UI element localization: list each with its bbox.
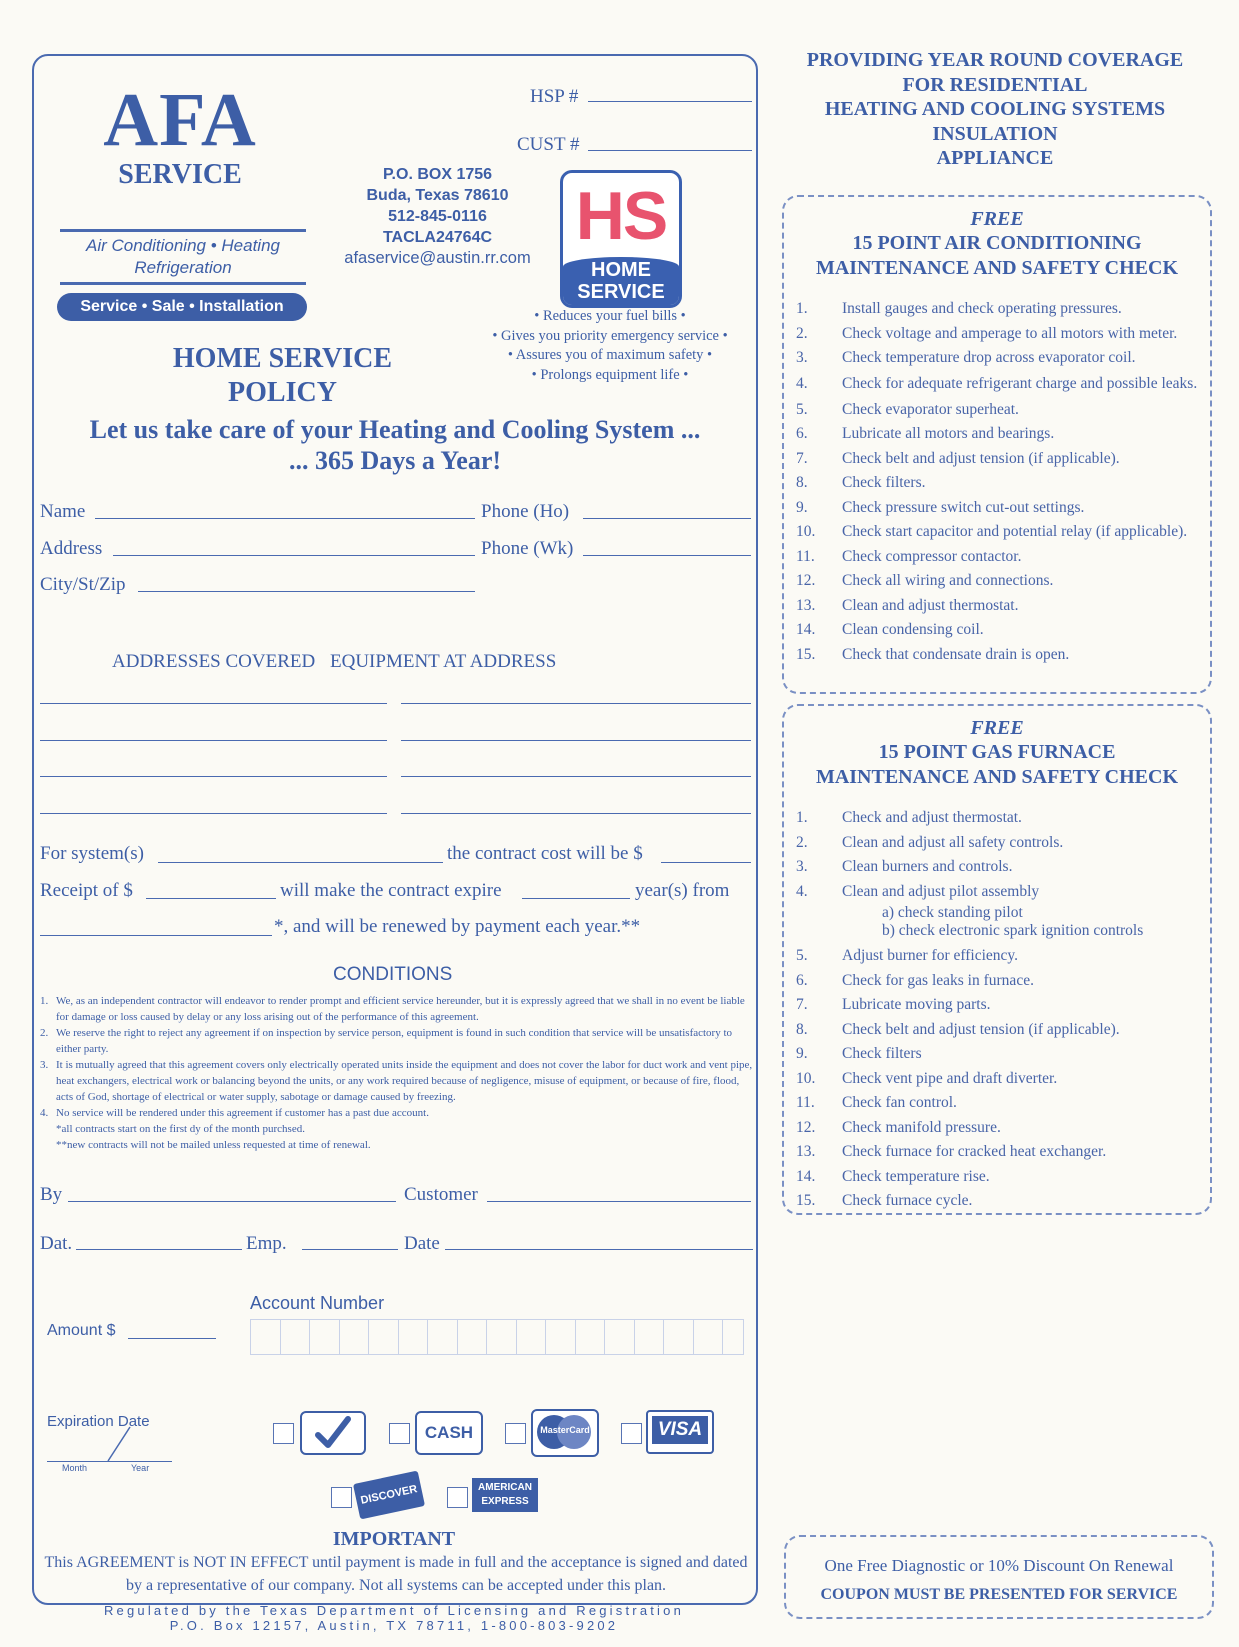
slogan bbox=[40, 414, 750, 476]
list-item: 4. Check for adequate refrigerant charge and possible leaks. bbox=[796, 374, 1198, 392]
furnace-free-label: FREE bbox=[970, 717, 1024, 739]
equipment-line[interactable] bbox=[401, 740, 751, 741]
ac-check-title bbox=[784, 231, 1210, 281]
year-label: Year bbox=[131, 1463, 150, 1473]
date-label: Date bbox=[404, 1233, 440, 1254]
coupon-note: COUPON MUST BE PRESENTED FOR SERVICE bbox=[820, 1586, 1178, 1603]
address-label: Address bbox=[40, 538, 103, 559]
addresses-header: ADDRESSES COVERED bbox=[112, 651, 316, 672]
important-title: IMPORTANT bbox=[332, 1528, 456, 1550]
expiration-slash bbox=[100, 1425, 132, 1463]
coverage-line: APPLIANCE bbox=[936, 147, 1054, 169]
logo-afa: AFA bbox=[103, 78, 257, 162]
discover-checkbox[interactable] bbox=[331, 1487, 352, 1508]
coverage-line: PROVIDING YEAR ROUND COVERAGE bbox=[806, 49, 1184, 71]
contract-cost-field[interactable] bbox=[661, 862, 751, 863]
list-item: 13. Check furnace for cracked heat exchanger. bbox=[796, 1143, 1107, 1160]
list-item: 6. Lubricate all motors and bearings. bbox=[796, 425, 1055, 442]
amount-label: Amount $ bbox=[47, 1322, 116, 1339]
city-label: City/St/Zip bbox=[40, 574, 126, 595]
list-item: 14. Clean condensing coil. bbox=[796, 621, 984, 638]
emp-field[interactable] bbox=[302, 1249, 398, 1250]
list-item: 2. Clean and adjust all safety controls. bbox=[796, 833, 1064, 851]
tagline-bottom-rule bbox=[60, 282, 306, 285]
policy-title-line-1: HOME SERVICE bbox=[172, 343, 393, 374]
furnace-check-title bbox=[784, 740, 1210, 790]
list-item: 5. Adjust burner for efficiency. bbox=[796, 947, 1019, 964]
tagline bbox=[60, 235, 306, 279]
phone-home-label: Phone (Ho) bbox=[481, 501, 570, 522]
amount-field[interactable] bbox=[128, 1338, 216, 1339]
name-label: Name bbox=[40, 501, 86, 522]
visa-checkbox[interactable] bbox=[621, 1423, 642, 1444]
list-item: 11. Check fan control. bbox=[796, 1094, 957, 1111]
hsp-field[interactable] bbox=[588, 101, 752, 102]
mastercard-checkbox[interactable] bbox=[505, 1423, 526, 1444]
company-address bbox=[330, 164, 545, 269]
city-field[interactable] bbox=[138, 591, 475, 592]
coverage-line: FOR RESIDENTIAL bbox=[902, 73, 1088, 96]
address-line[interactable] bbox=[40, 703, 387, 704]
ac-title-line-1: 15 POINT AIR CONDITIONING bbox=[852, 232, 1142, 254]
regulatory-line-2: P.O. Box 12157, Austin, TX 78711, 1-800-803-9202 bbox=[169, 1618, 619, 1633]
month-label: Month bbox=[62, 1463, 88, 1473]
equipment-line[interactable] bbox=[401, 703, 751, 704]
receipt-label: Receipt of $ bbox=[40, 880, 133, 901]
condition-note: *all contracts start on the first dy of the month purchsed. bbox=[56, 1123, 305, 1135]
dat-field[interactable] bbox=[76, 1249, 242, 1250]
company-logo bbox=[80, 78, 280, 190]
coverage-heading bbox=[780, 48, 1210, 171]
equipment-line[interactable] bbox=[401, 776, 751, 777]
list-item: 7. Lubricate moving parts. bbox=[796, 996, 991, 1013]
amex-checkbox[interactable] bbox=[447, 1487, 468, 1508]
equipment-header: EQUIPMENT AT ADDRESS bbox=[330, 651, 557, 672]
list-item: 15. Check furnace cycle. bbox=[796, 1192, 973, 1209]
benefits-list bbox=[470, 307, 750, 385]
customer-signature-field[interactable] bbox=[487, 1201, 751, 1202]
list-item: 9. Check pressure switch cut-out settings. bbox=[796, 498, 1085, 516]
check-payment-checkbox[interactable] bbox=[273, 1423, 294, 1444]
po-box: P.O. BOX 1756 bbox=[382, 166, 493, 183]
cash-icon bbox=[415, 1411, 483, 1455]
dat-label: Dat. bbox=[40, 1233, 73, 1254]
list-item: 4. Clean and adjust pilot assembly a) check standing pilot b) check electronic spark ignition controls bbox=[796, 880, 1204, 945]
phone-number: 512-845-0116 bbox=[388, 208, 487, 225]
condition-item: 1. We, as an independent contractor will endeavor to render prompt and efficient service hereunder, but it is expressly agreed that we shall in no event be liable for damage or loss caused by delay or any loss arising out of the performance of this agreement. bbox=[40, 995, 745, 1023]
policy-title bbox=[140, 342, 425, 410]
conditions-title: CONDITIONS bbox=[333, 964, 453, 985]
pilot-sub-item: b) check electronic spark ignition controls bbox=[882, 922, 1144, 939]
email: afaservice@austin.rr.com bbox=[344, 249, 531, 267]
expire-label: will make the contract expire bbox=[280, 880, 502, 901]
list-item: 10. Check vent pipe and draft diverter. bbox=[796, 1069, 1058, 1087]
by-label: By bbox=[40, 1184, 63, 1205]
equipment-line[interactable] bbox=[401, 813, 751, 814]
regulatory-footer bbox=[34, 1603, 754, 1633]
hs-logo-letters: HS bbox=[575, 178, 667, 254]
hs-logo bbox=[560, 170, 682, 308]
amex-icon bbox=[472, 1478, 538, 1512]
condition-item: 4. No service will be rendered under this agreement if customer has a past due account. bbox=[40, 1107, 429, 1119]
for-system-label: For system(s) bbox=[40, 843, 144, 864]
cash-label: CASH bbox=[424, 1423, 474, 1442]
list-item: 1. Install gauges and check operating pressures. bbox=[796, 300, 1122, 317]
date-field[interactable] bbox=[445, 1249, 753, 1250]
condition-item: 3. It is mutually agreed that this agreement covers only electrically operated units inside the equipment and does not cover the labor for duct work and vent pipe, heat exchangers, electrical work or balancing beyond the units, or any work required because of negligence, misuse of equipment, or because of fire, flood, acts of God, shortage of electrical or water supply, sabotage or damage caused by freezing. bbox=[40, 1059, 753, 1103]
years-field[interactable] bbox=[522, 898, 630, 899]
list-item: 13. Clean and adjust thermostat. bbox=[796, 596, 1019, 614]
cust-field[interactable] bbox=[588, 150, 752, 151]
logo-service: SERVICE bbox=[118, 159, 242, 190]
phone-work-field[interactable] bbox=[583, 555, 751, 556]
renewal-note: *, and will be renewed by payment each year.** bbox=[274, 916, 641, 937]
hs-logo-banner bbox=[563, 257, 679, 305]
policy-title-line-2: POLICY bbox=[228, 377, 337, 408]
slogan-line-1: Let us take care of your Heating and Cooling System ... bbox=[89, 415, 701, 444]
ac-title-line-2: MAINTENANCE AND SAFETY CHECK bbox=[815, 257, 1179, 279]
condition-item: 2. We reserve the right to reject any agreement if on inspection by service person, equipment is found in such condition that service will be unsatisfactory to either party. bbox=[40, 1027, 733, 1055]
name-field[interactable] bbox=[95, 518, 475, 519]
list-item: 14. Check temperature rise. bbox=[796, 1167, 990, 1185]
furnace-title-line-1: 15 POINT GAS FURNACE bbox=[878, 741, 1116, 763]
important-text: This AGREEMENT is NOT IN EFFECT until payment is made in full and the acceptance is signed and dated by a representative of our company. Not all systems can be accepted under this plan. bbox=[44, 1554, 748, 1594]
ac-check-panel bbox=[782, 195, 1212, 694]
service-pill bbox=[57, 293, 307, 321]
check-mark-icon bbox=[300, 1411, 366, 1455]
cust-label: CUST # bbox=[517, 134, 580, 155]
furnace-check-list bbox=[796, 806, 1204, 1214]
tagline-line-1: Air Conditioning • Heating bbox=[85, 236, 280, 255]
list-item: 9. Check filters bbox=[796, 1045, 922, 1062]
list-item: 7. Check belt and adjust tension (if applicable). bbox=[796, 449, 1120, 467]
conditions-list bbox=[34, 993, 754, 1153]
regulatory-line-1: Regulated by the Texas Department of Licensing and Registration bbox=[103, 1603, 685, 1618]
address-line[interactable] bbox=[40, 813, 387, 814]
mastercard-icon bbox=[531, 1409, 599, 1457]
furnace-title-line-2: MAINTENANCE AND SAFETY CHECK bbox=[815, 766, 1179, 788]
discover-label: DISCOVER bbox=[359, 1483, 419, 1507]
mastercard-label: MasterCard bbox=[540, 1425, 590, 1435]
phone-work-label: Phone (Wk) bbox=[481, 538, 574, 559]
license-number: TACLA24764C bbox=[382, 229, 493, 246]
benefit-item: • Gives you priority emergency service • bbox=[492, 327, 728, 344]
ac-check-list bbox=[796, 297, 1204, 667]
benefit-item: • Assures you of maximum safety • bbox=[507, 347, 713, 363]
slogan-line-2: ... 365 Days a Year! bbox=[288, 446, 502, 475]
condition-note: **new contracts will not be mailed unless requested at time of renewal. bbox=[56, 1139, 371, 1151]
address-line[interactable] bbox=[40, 740, 387, 741]
cash-payment-checkbox[interactable] bbox=[389, 1423, 410, 1444]
visa-icon bbox=[646, 1410, 714, 1454]
list-item: 8. Check belt and adjust tension (if applicable). bbox=[796, 1020, 1120, 1038]
years-from-label: year(s) from bbox=[635, 880, 730, 901]
list-item: 12. Check manifold pressure. bbox=[796, 1118, 1001, 1136]
coupon-panel bbox=[784, 1535, 1214, 1619]
pilot-sub-item: a) check standing pilot bbox=[882, 904, 1023, 921]
receipt-field[interactable] bbox=[146, 898, 276, 899]
tagline-top-rule bbox=[60, 229, 306, 232]
list-item: 1. Check and adjust thermostat. bbox=[796, 809, 1022, 826]
list-item: 15. Check that condensate drain is open. bbox=[796, 645, 1070, 663]
benefit-item: • Reduces your fuel bills • bbox=[534, 308, 686, 324]
coverage-line: HEATING AND COOLING SYSTEMS bbox=[824, 98, 1166, 120]
tagline-line-2: Refrigeration bbox=[134, 258, 232, 277]
address-line[interactable] bbox=[40, 776, 387, 777]
list-item: 5. Check evaporator superheat. bbox=[796, 400, 1019, 418]
customer-label: Customer bbox=[404, 1184, 478, 1205]
list-item: 11. Check compressor contactor. bbox=[796, 547, 1022, 565]
visa-label: VISA bbox=[652, 1416, 708, 1444]
hsp-label: HSP # bbox=[530, 86, 579, 107]
emp-label: Emp. bbox=[246, 1233, 287, 1254]
amex-label-1: AMERICAN bbox=[478, 1482, 532, 1493]
furnace-check-panel bbox=[782, 704, 1212, 1215]
coupon-offer: One Free Diagnostic or 10% Discount On Renewal bbox=[824, 1556, 1174, 1575]
by-field[interactable] bbox=[68, 1201, 396, 1202]
phone-home-field[interactable] bbox=[583, 518, 751, 519]
benefit-item: • Prolongs equipment life • bbox=[531, 366, 689, 383]
contract-cost-label: the contract cost will be $ bbox=[447, 843, 643, 864]
amex-label-2: EXPRESS bbox=[481, 1496, 529, 1507]
hs-logo-home: HOME bbox=[591, 259, 651, 281]
account-number-label: Account Number bbox=[250, 1293, 385, 1313]
list-item: 8. Check filters. bbox=[796, 474, 926, 491]
service-pill-text: Service • Sale • Installation bbox=[80, 298, 284, 315]
account-number-field[interactable] bbox=[250, 1319, 744, 1355]
list-item: 12. Check all wiring and connections. bbox=[796, 572, 1054, 589]
ac-free-label: FREE bbox=[970, 208, 1024, 230]
system-field[interactable] bbox=[158, 862, 443, 863]
city-state: Buda, Texas 78610 bbox=[366, 187, 509, 204]
hs-logo-service: SERVICE bbox=[577, 281, 665, 303]
address-field[interactable] bbox=[113, 555, 475, 556]
list-item: 2. Check voltage and amperage to all motors with meter. bbox=[796, 324, 1178, 342]
expiration-label: Expiration Date bbox=[47, 1413, 150, 1430]
list-item: 6. Check for gas leaks in furnace. bbox=[796, 971, 1034, 989]
coverage-line: INSULATION bbox=[932, 122, 1058, 145]
list-item: 3. Check temperature drop across evaporator coil. bbox=[796, 349, 1136, 366]
start-date-field[interactable] bbox=[40, 935, 272, 936]
list-item: 10. Check start capacitor and potential relay (if applicable). bbox=[796, 523, 1188, 540]
list-item: 3. Clean burners and controls. bbox=[796, 858, 1013, 875]
